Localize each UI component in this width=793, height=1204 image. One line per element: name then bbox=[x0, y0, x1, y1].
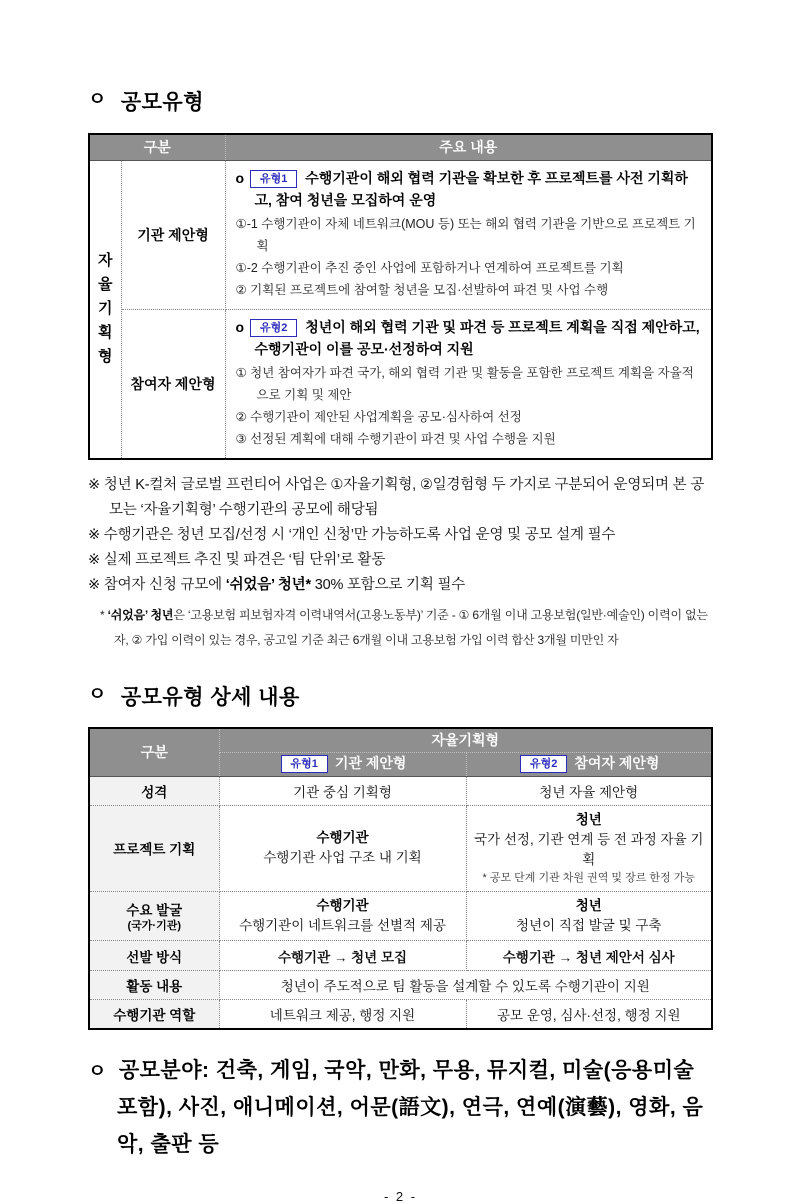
row-project-planning bbox=[89, 805, 712, 891]
cell-type2-content bbox=[225, 309, 712, 459]
header-cell-self-planning: 자율기획형 bbox=[219, 728, 712, 752]
rested-youth-bold: ‘쉬었음’ 청년* bbox=[225, 576, 311, 593]
table-row-type1 bbox=[89, 160, 712, 309]
section-heading-fields bbox=[88, 1052, 713, 1163]
circle-bullet-icon: ㅇ bbox=[88, 1061, 107, 1083]
cell-type2-role: 공모 운영, 심사·선정, 행정 지원 bbox=[466, 1000, 712, 1030]
cell-type2-character: 청년 자율 제안형 bbox=[466, 776, 712, 805]
cell-type1-content bbox=[225, 160, 712, 309]
heading-text: 공모유형 상세 내용 bbox=[120, 686, 300, 710]
type1-item: ② 기획된 프로젝트에 참여할 청년을 모집·선발하여 파견 및 사업 수행 bbox=[235, 282, 609, 297]
row-label: 수행기관 역할 bbox=[89, 1000, 219, 1030]
type1-item: ①-2 수행기관이 추진 중인 사업에 포함하거나 연계하여 프로젝트를 기획 bbox=[235, 260, 624, 275]
detail-header-row1 bbox=[89, 728, 712, 752]
cell-type1-role: 네트워크 제공, 행정 지원 bbox=[219, 1000, 466, 1030]
cell-type2-selection: 수행기관 → 청년 제안서 심사 bbox=[466, 941, 712, 971]
header-cell-category: 구분 bbox=[89, 134, 225, 160]
row-institution-role bbox=[89, 1000, 712, 1030]
page-content bbox=[88, 86, 713, 1204]
circle-bullet-icon: ㅇ bbox=[88, 684, 107, 706]
row-label: 수요 발굴 (국가·기관) bbox=[89, 891, 219, 941]
table-row-type2 bbox=[89, 309, 712, 459]
row-label: 프로젝트 기획 bbox=[89, 805, 219, 891]
row-label: 활동 내용 bbox=[89, 971, 219, 1000]
row-label-institution-proposal: 기관 제안형 bbox=[121, 160, 225, 309]
row-selection-method bbox=[89, 941, 712, 971]
type2-intro: o 유형2 청년이 해외 협력 기관 및 파견 등 프로젝트 계획을 직접 제안하고, 수행기관이 이를 공모·선정하여 지원 bbox=[235, 318, 700, 357]
circle-bullet-icon: ㅇ bbox=[88, 89, 107, 110]
row-demand-discovery bbox=[89, 891, 712, 941]
page-number: - 2 - bbox=[383, 1189, 418, 1204]
notes-list bbox=[88, 473, 713, 654]
type2-item: ① 청년 참여자가 파견 국가, 해외 협력 기관 및 활동을 포함한 프로젝트 계획을 자율적으로 기획 및 제안 bbox=[235, 366, 694, 403]
column-header-type1: 유형1 기관 제안형 bbox=[219, 752, 466, 776]
row-activity bbox=[89, 971, 712, 1000]
note-item: ※ 참여자 신청 규모에 ‘쉬었음’ 청년* 30% 포함으로 기획 필수 bbox=[88, 576, 466, 593]
section-heading-type-details bbox=[88, 681, 713, 711]
heading-text: 공모유형 bbox=[120, 91, 205, 114]
cell-type1-demand: 수행기관 수행기관이 네트워크를 선별적 제공 bbox=[219, 891, 466, 941]
row-label-participant-proposal: 참여자 제안형 bbox=[121, 309, 225, 459]
note-item: ※ 수행기관은 청년 모집/선정 시 ‘개인 신청’만 가능하도록 사업 운영 및 공모 설계 필수 bbox=[88, 526, 616, 543]
row-label: 성격 bbox=[89, 776, 219, 805]
vertical-label-self-planning: 자 율 기 획 형 bbox=[89, 160, 121, 459]
cell-activity-span: 청년이 주도적으로 팀 활동을 설계할 수 있도록 수행기관이 지원 bbox=[219, 971, 712, 1000]
note-item: ※ 실제 프로젝트 추진 및 파견은 ‘팀 단위’로 활동 bbox=[88, 551, 386, 568]
type1-badge: 유형1 bbox=[250, 170, 297, 188]
type2-badge: 유형2 bbox=[250, 319, 297, 337]
note-item: ※ 청년 K-컬처 글로벌 프런티어 사업은 ①자율기획형, ②일경험형 두 가지로 구분되어 운영되며 본 공모는 ‘자율기획형’ 수행기관의 공모에 해당됨 bbox=[88, 476, 705, 518]
footnote-rested-youth: * ‘쉬었음’ 청년은 ‘고용보험 피보험자격 이력내역서(고용노동부)’ 기준 - ① 6개월 이내 고용보험(일반·예술인) 이력이 없는 자, ② 가입 이력이 있는 경우, 공고일 기준 최근 6개월 이내 고용보험 가입 이력 합산 3개월 미만인 자 bbox=[100, 607, 708, 648]
type-detail-table bbox=[88, 727, 713, 1030]
row-label: 선발 방식 bbox=[89, 941, 219, 971]
cell-type1-selection: 수행기관 → 청년 모집 bbox=[219, 941, 466, 971]
type2-badge: 유형2 bbox=[520, 755, 567, 773]
type1-intro: o 유형1 수행기관이 해외 협력 기관을 확보한 후 프로젝트를 사전 기획하고, 참여 청년을 모집하여 운영 bbox=[235, 169, 688, 208]
cell-type1-character: 기관 중심 기획형 bbox=[219, 776, 466, 805]
cell-type2-planning: 청년 국가 선정, 기관 연계 등 전 과정 자율 기획 * 공모 단계 기관 차원 권역 및 장르 한정 가능 bbox=[466, 805, 712, 891]
type1-item: ①-1 수행기관이 자체 네트워크(MOU 등) 또는 해외 협력 기관을 기반으로 프로젝트 기획 bbox=[235, 217, 696, 254]
type2-item: ③ 선정된 계획에 대해 수행기관이 파견 및 사업 수행을 지원 bbox=[235, 432, 556, 446]
fields-text: 공모분야: 건축, 게임, 국악, 만화, 무용, 뮤지컬, 미술(응용미술 포함), 사진, 애니메이션, 어문(語文), 연극, 연예(演藝), 영화, 음악, 출판 등 bbox=[117, 1059, 704, 1157]
cell-type2-demand: 청년 청년이 직접 발굴 및 구축 bbox=[466, 891, 712, 941]
header-cell-category: 구분 bbox=[89, 728, 219, 776]
application-type-table bbox=[88, 133, 713, 460]
column-header-type2: 유형2 참여자 제안형 bbox=[466, 752, 712, 776]
section-heading-application-types bbox=[88, 86, 713, 116]
cell-type1-planning: 수행기관 수행기관 사업 구조 내 기획 bbox=[219, 805, 466, 891]
table-header-row bbox=[89, 134, 712, 160]
type2-item: ② 수행기관이 제안된 사업계획을 공모·심사하여 선정 bbox=[235, 410, 522, 425]
header-cell-main-content: 주요 내용 bbox=[225, 134, 712, 160]
type1-badge: 유형1 bbox=[281, 755, 328, 773]
planning-footnote: * 공모 단계 기관 차원 권역 및 장르 한정 가능 bbox=[482, 872, 695, 885]
row-character bbox=[89, 776, 712, 805]
